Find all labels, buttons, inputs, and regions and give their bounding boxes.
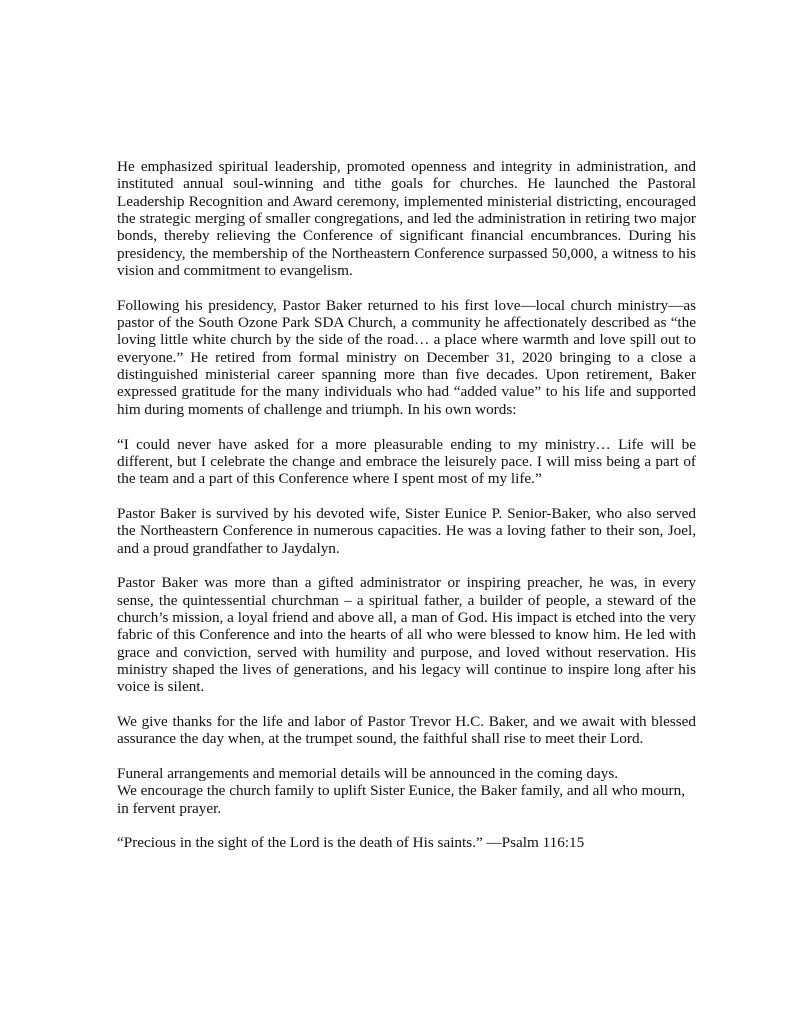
paragraph-scripture: “Precious in the sight of the Lord is the death of His saints.” —Psalm 116:15 xyxy=(117,834,585,852)
paragraph-legacy: Pastor Baker was more than a gifted administrator or inspiring preacher, he was, in every sense, the quintessential churchman – a spiritual father, a builder of people, a steward of the church’s mission, a loyal friend and above all, a man of God. His impact is etched into the very fabric of this Conference and into the hearts of all who were blessed to know him. He led with grace and conviction, served with humility and purpose, and loved without reservation. His ministry shaped the lives of generations, and his legacy will continue to inspire long after his voice is silent. xyxy=(117,574,696,696)
paragraph-prayer-request: We encourage the church family to uplift Sister Eunice, the Baker family, and all who mourn, in fervent prayer. xyxy=(117,782,685,817)
paragraph-thanksgiving: We give thanks for the life and labor of Pastor Trevor H.C. Baker, and we await with blessed assurance the day when, at the trumpet sound, the faithful shall rise to meet their Lord. xyxy=(117,713,696,748)
paragraph-presidency-achievements: He emphasized spiritual leadership, promoted openness and integrity in administration, and instituted annual soul-winning and tithe goals for churches. He launched the Pastoral Leadership Recognition and Award ceremony, implemented ministerial districting, encouraged the strategic merging of smaller congregations, and led the administration in retiring two major bonds, thereby relieving the Conference of significant financial encumbrances. During his presidency, the membership of the Northeastern Conference surpassed 50,000, a witness to his vision and commitment to evangelism. xyxy=(117,158,696,280)
paragraph-return-to-local-ministry: Following his presidency, Pastor Baker returned to his first love—local church ministry—as pastor of the South Ozone Park SDA Church, a community he affectionately described as “the loving little white church by the side of the road… a place where warmth and love spill out to everyone.” He retired from formal ministry on December 31, 2020 bringing to a close a distinguished ministerial career spanning more than five decades. Upon retirement, Baker expressed gratitude for the many individuals who had “added value” to his life and supported him during moments of challenge and triumph. In his own words: xyxy=(117,296,696,418)
paragraph-survived-by: Pastor Baker is survived by his devoted wife, Sister Eunice P. Senior-Baker, who also served the Northeastern Conference in numerous capacities. He was a loving father to their son, Joel, and a proud grandfather to Jaydalyn. xyxy=(117,504,696,557)
paragraph-retirement-quote: “I could never have asked for a more pleasurable ending to my ministry… Life will be different, but I celebrate the change and embrace the leisurely pace. I will miss being a part of the team and a part of this Conference where I spent most of my life.” xyxy=(117,435,696,488)
document-page xyxy=(117,158,696,869)
paragraph-funeral-arrangements: Funeral arrangements and memorial details will be announced in the coming days. xyxy=(117,765,619,783)
